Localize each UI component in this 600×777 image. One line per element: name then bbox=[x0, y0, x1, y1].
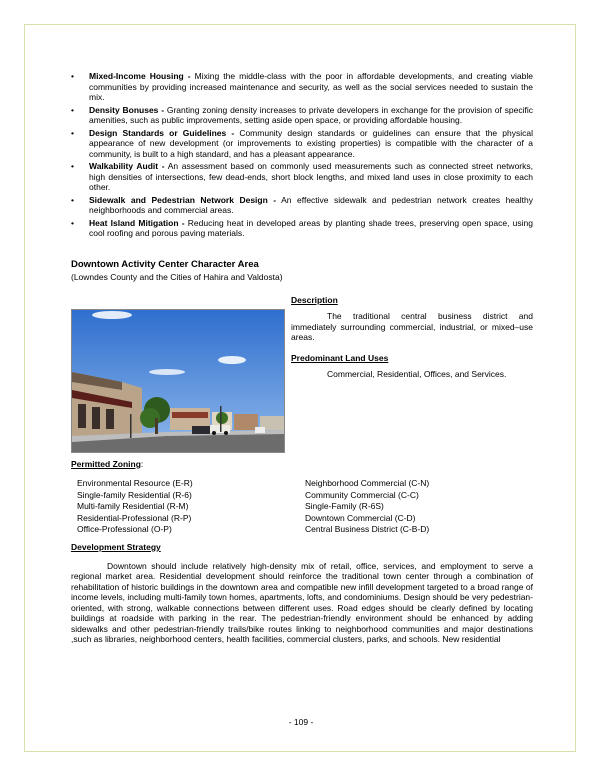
bullet-term: Walkability Audit - bbox=[89, 161, 165, 171]
bullet-text: Granting zoning density increases to private developers in exchange for the provision of specific amenities, such as public improvements, setting aside open space, or providing affordable housing. bbox=[89, 104, 533, 125]
bullet-icon: • bbox=[71, 217, 74, 228]
page-number: - 109 - bbox=[288, 717, 314, 727]
zoning-column-right bbox=[305, 478, 429, 536]
permitted-zoning-heading bbox=[71, 459, 533, 470]
zoning-item: Multi-family Residential (R-M) bbox=[77, 501, 189, 511]
zoning-item: Central Business District (C-B-D) bbox=[305, 524, 430, 534]
bullet-term: Density Bonuses - bbox=[89, 104, 165, 115]
bullet-item bbox=[71, 128, 533, 160]
development-strategy-heading: Development Strategy bbox=[71, 542, 161, 552]
bullet-item bbox=[71, 71, 533, 103]
character-area-title: Downtown Activity Center Character Area bbox=[71, 258, 259, 270]
bullet-icon: • bbox=[71, 71, 74, 81]
bullet-text: An assessment based on commonly used measurements such as connected street networks, high densities of intersections, few dead-ends, short block lengths, and mixed land uses in close proximity to each other. bbox=[89, 161, 533, 192]
character-area-subtitle: (Lowndes County and the Cities of Hahira and Valdosta) bbox=[71, 272, 283, 282]
bullet-text: An effective sidewalk and pedestrian network creates healthy neighborhoods and commercial areas. bbox=[89, 194, 533, 215]
zoning-item: Single-family Residential (R-6) bbox=[77, 489, 192, 500]
bullet-icon: • bbox=[71, 104, 74, 115]
description-text: The traditional central business district and immediately surrounding commercial, industrial, or mixed–use areas. bbox=[291, 311, 533, 342]
zoning-item: Neighborhood Commercial (C-N) bbox=[305, 478, 430, 488]
permitted-zoning-colon: : bbox=[140, 458, 144, 469]
bullet-icon: • bbox=[71, 194, 74, 205]
zoning-item: Environmental Resource (E-R) bbox=[77, 478, 193, 488]
area-overview bbox=[71, 295, 533, 445]
land-uses-text: Commercial, Residential, Offices, and Services. bbox=[327, 369, 507, 379]
description-heading: Description bbox=[291, 294, 338, 305]
bullet-term: Heat Island Mitigation - bbox=[89, 217, 185, 228]
downtown-street-photo bbox=[71, 309, 285, 453]
bullet-icon: • bbox=[71, 161, 74, 171]
strategy-bullet-list bbox=[71, 71, 533, 239]
bullet-item bbox=[71, 161, 533, 193]
zoning-list bbox=[71, 478, 533, 536]
bullet-item bbox=[71, 195, 533, 216]
zoning-item: Single-Family (R-6S) bbox=[305, 501, 384, 511]
zoning-item: Community Commercial (C-C) bbox=[305, 489, 419, 500]
bullet-item bbox=[71, 105, 533, 126]
zoning-item: Downtown Commercial (C-D) bbox=[305, 512, 416, 523]
zoning-item: Office-Professional (O-P) bbox=[77, 524, 172, 534]
page-content bbox=[71, 71, 533, 645]
document-page bbox=[24, 24, 576, 752]
bullet-text: Reducing heat in developed areas by planting shade trees, preserving open space, using cool roofing and porous paving materials. bbox=[89, 217, 533, 238]
area-details bbox=[291, 295, 533, 390]
zoning-item: Residential-Professional (R-P) bbox=[77, 512, 192, 523]
bullet-item bbox=[71, 218, 533, 239]
development-strategy-text: Downtown should include relatively high-density mix of retail, office, services, and employment to serve a regional market area. Residential development should reinforce the traditional town center through a combination of rehabilitation of historic buildings in the downtown area and compatible new infill development targeted to a broad range of income levels, including multi-family town homes, apartments, lofts, and condominiums. Design should be very pedestrian-oriented, with strong, walkable connections between different uses. Road edges should be clearly defined by locating buildings at roadside with parking in the rear. The pedestrian-friendly environment should be enhanced by adding sidewalks and other pedestrian-friendly trails/bike routes linking to neighborhood communities and major destinations ,such as libraries, neighborhood centers, health facilities, commercial clusters, parks, and schools. New residential bbox=[71, 560, 533, 644]
bullet-text: Community design standards or guidelines can ensure that the physical appearance of new development (or improvements to existing properties) is compatible with the character of a community, is built to a high standard, and has a pleasant appearance. bbox=[89, 127, 533, 159]
zoning-column-left bbox=[77, 478, 193, 536]
bullet-text: Mixing the middle-class with the poor in affordable developments, and creating viable communities by providing increased maintenance and security, as well as the social services needed to sustain the mix. bbox=[89, 71, 533, 102]
bullet-term: Mixed-Income Housing - bbox=[89, 71, 191, 81]
land-uses-heading: Predominant Land Uses bbox=[291, 352, 389, 363]
bullet-term: Design Standards or Guidelines - bbox=[89, 127, 235, 138]
permitted-zoning-label: Permitted Zoning bbox=[71, 458, 141, 469]
bullet-term: Sidewalk and Pedestrian Network Design - bbox=[89, 194, 277, 205]
bullet-icon: • bbox=[71, 127, 74, 138]
